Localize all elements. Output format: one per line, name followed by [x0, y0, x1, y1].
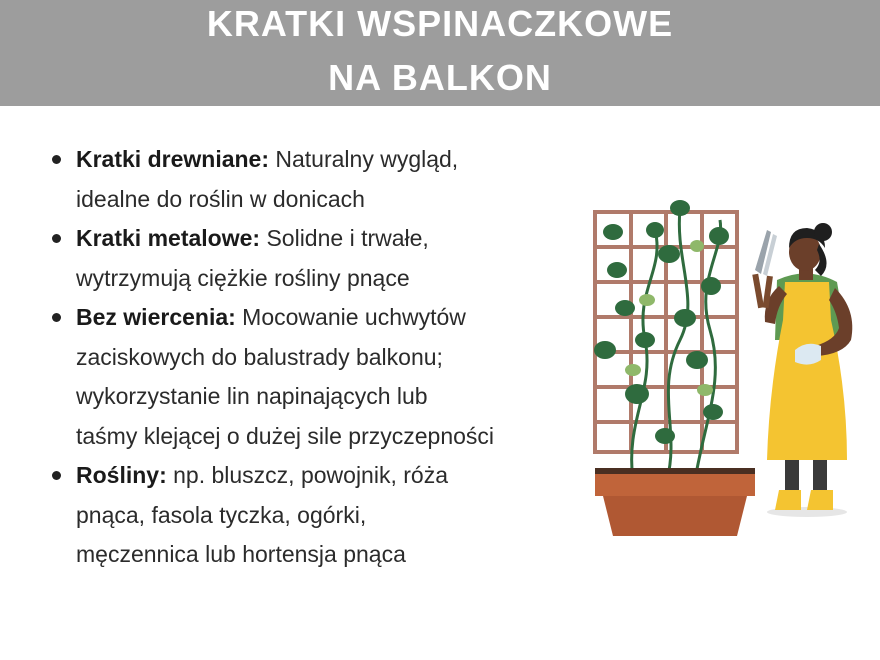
list-item — [52, 298, 592, 456]
gardener-icon — [752, 223, 852, 517]
item-term: Kratki metalowe: — [76, 225, 261, 251]
item-text: męczennica lub hortensja pnąca — [76, 541, 406, 567]
planter-icon — [595, 468, 755, 536]
item-text: np. bluszcz, powojnik, róża — [166, 462, 448, 488]
item-text: Solidne i trwałe, — [260, 225, 429, 251]
item-text: wykorzystanie lin napinających lub — [76, 383, 428, 409]
item-text: taśmy klejącej o dużej sile przyczepności — [76, 422, 495, 449]
item-text: Naturalny wygląd, — [269, 146, 459, 172]
item-text: zaciskowych do balustrady balkonu; — [76, 343, 443, 370]
item-text: idealne do roślin w donicach — [76, 185, 365, 212]
item-term: Kratki drewniane: — [76, 146, 269, 172]
item-term: Bez wiercenia: — [76, 304, 236, 330]
title-line-1: KRATKI WSPINACZKOWE — [206, 3, 674, 44]
title-line-2: NA BALKON — [328, 57, 552, 98]
list-item — [52, 140, 592, 219]
item-text: Mocowanie uchwytów — [235, 304, 466, 330]
bullet-list — [52, 140, 592, 575]
gardener-trellis-illustration — [585, 190, 865, 550]
list-item — [52, 456, 592, 575]
item-term: Rośliny: — [76, 462, 167, 488]
item-text: pnąca, fasola tyczka, ogórki, — [76, 501, 367, 528]
list-item — [52, 219, 592, 298]
item-text: wytrzymują ciężkie rośliny pnące — [76, 264, 410, 291]
title-banner — [0, 0, 880, 106]
